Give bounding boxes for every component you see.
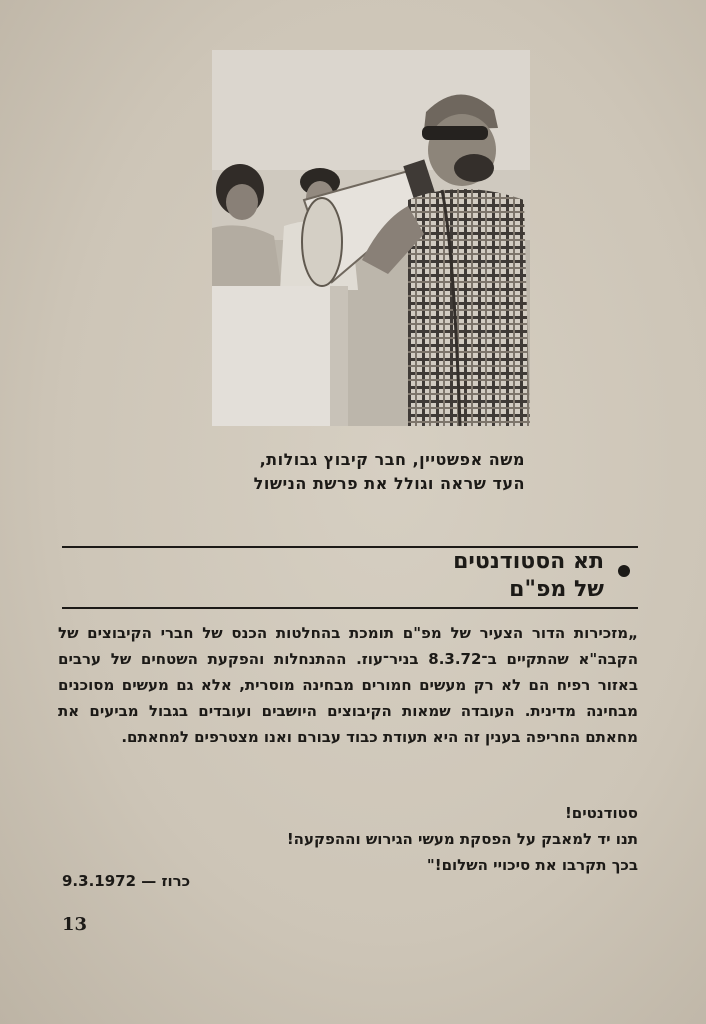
article-body <box>58 620 638 750</box>
closing-line-2: תנו יד למאבק על הפסקת מעשי הגירוש וההפקעה! <box>286 830 638 848</box>
megaphone-photo-icon <box>212 50 530 426</box>
source-label: כרוז <box>161 872 191 890</box>
closing-appeal <box>58 800 638 878</box>
photo-caption <box>180 448 525 496</box>
source-date: 9.3.1972 <box>62 872 137 890</box>
section-headline <box>300 548 604 604</box>
closing-line-1: סטודנטים! <box>564 804 638 822</box>
closing-line-3: בכך תקרבו את סיכויי השלום!" <box>426 856 638 874</box>
article-paragraph: „מזכירות הדור הצעיר של מפ"ם תומכת בהחלטות הכנס של חברי הקיבוצים של הקבה"א שהתקיים ב־8.3.72 בניר־עוז. ההתנחלות והפקעת השטחים של ערבים באזור רפיח הם לא רק מעשים חמורים מבחינה מוסרית, אלא גם מעשים מסוכנים מבחינה מדינית. העובדה שמאות הקיבוצים היושבים ועובדים בגבול מביעים את מחאתם החריפה בענין זה היא תעודת כבוד עבורם ואנו מצטרפים למחאתם. <box>58 624 638 746</box>
caption-line-1: משה אפשטיין, חבר קיבוץ גבולות, <box>259 450 525 469</box>
headline-line-2: של מפ"ם <box>509 577 604 602</box>
protest-photo <box>212 50 530 426</box>
source-separator: — <box>141 872 157 890</box>
headline-line-1: תא הסטודנטים <box>453 549 604 574</box>
caption-line-2: העד שראה וגולל את פרשת הנישול <box>253 474 525 493</box>
page-number: 13 <box>62 914 88 935</box>
bottom-rule <box>62 607 638 609</box>
bullet-icon <box>618 565 630 577</box>
source-attribution <box>62 872 282 890</box>
